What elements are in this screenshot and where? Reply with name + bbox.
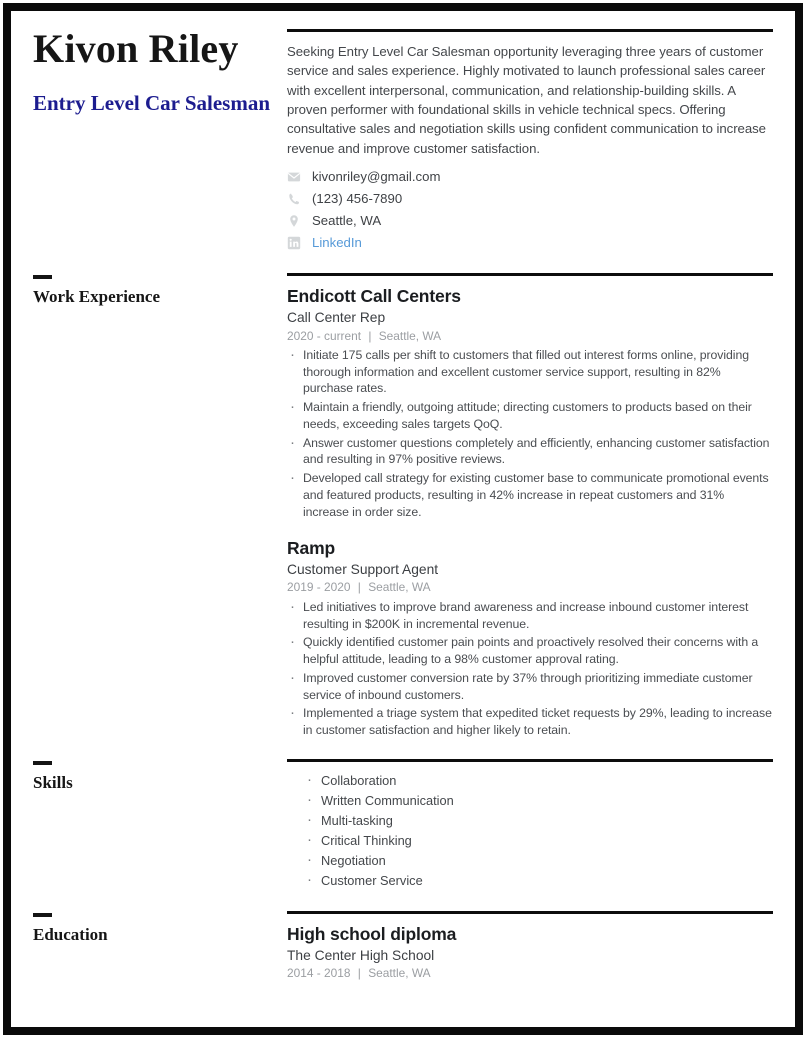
work-entry-dates: 2020 - current (287, 328, 362, 343)
section-dash-education (33, 913, 52, 917)
location-pin-icon (287, 214, 301, 228)
education-rule (287, 911, 773, 914)
meta-separator: | (357, 965, 361, 980)
education-entry-location: Seattle, WA (368, 965, 431, 980)
education-entry-degree: High school diploma (287, 923, 457, 944)
work-experience-content (287, 273, 773, 740)
education-entry-meta (287, 966, 773, 981)
work-entry-bullets (287, 347, 773, 520)
list-item: · Multi-tasking (305, 812, 773, 829)
work-entry (287, 538, 773, 738)
skills-content (287, 759, 773, 893)
list-item: · Answer customer questions completely and efficiently, enhancing customer satisfaction and resulting in 97% positive reviews. (287, 435, 773, 468)
list-item: · Developed call strategy for existing customer base to communicate promotional events and featured products, resulting in 42% increase in repeat customers and 31% increase in order size. (287, 470, 773, 520)
candidate-name: Kivon Riley (33, 26, 239, 71)
list-item: · Quickly identified customer pain points and proactively resolved their concerns with a helpful attitude, leading to a 98% customer approval rating. (287, 634, 773, 667)
list-item: · Critical Thinking (305, 832, 773, 849)
work-experience-rule (287, 273, 773, 276)
work-entry-role: Call Center Rep (287, 310, 386, 326)
contact-item-phone (287, 191, 773, 207)
work-entry-organization: Ramp (287, 538, 336, 559)
education-content (287, 911, 773, 985)
meta-separator: | (357, 580, 361, 595)
work-entry-meta (287, 329, 773, 344)
list-item: · Customer Service (305, 872, 773, 889)
skills-section (33, 759, 773, 893)
work-entry-dates: 2019 - 2020 (287, 580, 351, 595)
contact-location-value: Seattle, WA (312, 213, 382, 229)
page-content (11, 11, 795, 1027)
list-item: · Implemented a triage system that expedited ticket requests by 29%, leading to increase in customer satisfaction and higher likely to retain. (287, 705, 773, 738)
list-item: · Negotiation (305, 852, 773, 869)
work-entry (287, 286, 773, 520)
section-label-education: Education (33, 924, 108, 944)
work-entry-location: Seattle, WA (368, 580, 431, 595)
contact-item-linkedin (287, 235, 773, 251)
section-label-skills: Skills (33, 772, 73, 792)
work-entry-bullets (287, 599, 773, 739)
list-item: · Collaboration (305, 772, 773, 789)
header-left (33, 26, 287, 116)
contact-linkedin-link[interactable]: LinkedIn (312, 235, 362, 251)
skills-label-col (33, 759, 287, 793)
linkedin-icon (287, 236, 301, 250)
contact-email-value[interactable]: kivonriley@gmail.com (312, 168, 441, 184)
professional-summary: Seeking Entry Level Car Salesman opportunity leveraging three years of customer service and sales experience. Highly motivated to launch professional sales career with excellent interpersonal, communication, and relationship-building skills. A proven performer with foundational skills in vehicle technical specs. Offering consultative sales and negotiation skills using confident communication to increase revenue and improve customer satisfaction. (287, 44, 766, 156)
skills-list (287, 772, 773, 890)
work-entry-meta (287, 580, 773, 595)
contact-phone-value[interactable]: (123) 456-7890 (312, 191, 403, 207)
header-rule-top (287, 29, 773, 32)
contact-item-email (287, 169, 773, 185)
list-item: · Improved customer conversion rate by 37% through prioritizing immediate customer service of inbound customers. (287, 670, 773, 703)
work-entry-role: Customer Support Agent (287, 562, 439, 578)
work-entry-location: Seattle, WA (378, 328, 442, 343)
meta-separator: | (368, 328, 372, 343)
header-right (287, 29, 773, 257)
work-experience-label-col (33, 273, 287, 307)
education-label-col (33, 911, 287, 945)
list-item: · Maintain a friendly, outgoing attitude; directing customers to products based on their needs, exceeding sales targets QoQ. (287, 399, 773, 432)
target-job-title: Entry Level Car Salesman (33, 90, 271, 115)
envelope-icon (287, 170, 301, 184)
list-item: · Written Communication (305, 792, 773, 809)
education-entry-dates: 2014 - 2018 (287, 965, 351, 980)
education-section (33, 911, 773, 985)
header-row (33, 26, 773, 257)
contact-list (287, 169, 773, 251)
list-item: · Initiate 175 calls per shift to customers that filled out interest forms online, providing thorough information and excellent customer service support, resulting in 82% purchase rates. (287, 347, 773, 397)
education-entry-school: The Center High School (287, 947, 435, 963)
section-label-work-experience: Work Experience (33, 287, 161, 307)
skills-rule (287, 759, 773, 762)
section-dash-work (33, 275, 52, 279)
work-experience-section (33, 273, 773, 740)
work-entry-organization: Endicott Call Centers (287, 286, 461, 307)
education-entry (287, 924, 773, 982)
page-border (3, 3, 803, 1035)
section-dash-skills (33, 761, 52, 765)
list-item: · Led initiatives to improve brand awareness and increase inbound customer interest resulting in $200K in incremental revenue. (287, 599, 773, 632)
phone-icon (287, 192, 301, 206)
contact-item-location (287, 213, 773, 229)
